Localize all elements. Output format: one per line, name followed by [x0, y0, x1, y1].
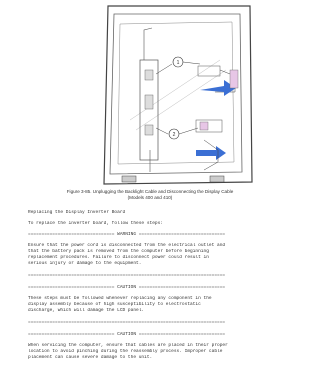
display-assembly-drawing [100, 0, 300, 190]
intro-text: To replace the inverter board, follow these steps: [28, 221, 164, 226]
caution-line: These steps must be followed whenever replacing any component in the [28, 296, 212, 301]
warning-footer: ========================================================================= [28, 273, 226, 278]
caution-line: placement can cause severe damage to the unit. [28, 355, 153, 360]
caution-header: ================================ CAUTION ================================ [28, 285, 226, 290]
caution-header: ================================ CAUTION ================================ [28, 332, 226, 337]
procedure-title: Replacing the Display Inverter Board [28, 210, 126, 215]
warning-header: ================================ WARNING ================================ [28, 232, 226, 237]
caution-line: location to avoid pinching during the reassembly process. Improper cable [28, 349, 223, 354]
figure-illustration [100, 0, 300, 190]
figure-caption: Figure 3-85. Unplugging the Backlight Cable and Disconnecting the Display Cable [66, 189, 234, 194]
warning-line: Ensure that the power cord is disconnected from the electrical outlet and [28, 243, 226, 248]
warning-line: replacement procedures. Failure to disconnect power could result in [28, 255, 209, 260]
callout-2-label: 2 [172, 132, 176, 138]
figure-caption-models: (Models 400 and 410) [127, 195, 173, 200]
arrow-icon [196, 146, 226, 160]
caution-line: discharge, which will damage the LCD panel. [28, 308, 145, 313]
warning-line: serious injury or damage to the equipment. [28, 261, 142, 266]
caution-footer: ========================================================================= [28, 320, 226, 325]
caution-line: When servicing the computer, ensure that cables are placed in their proper [28, 343, 228, 348]
callout-1-label: 1 [176, 60, 180, 66]
caution-line: display assembly because of high susceptibility to electrostatic [28, 302, 201, 307]
warning-line: that the battery pack is removed from the computer before beginning [28, 249, 209, 254]
